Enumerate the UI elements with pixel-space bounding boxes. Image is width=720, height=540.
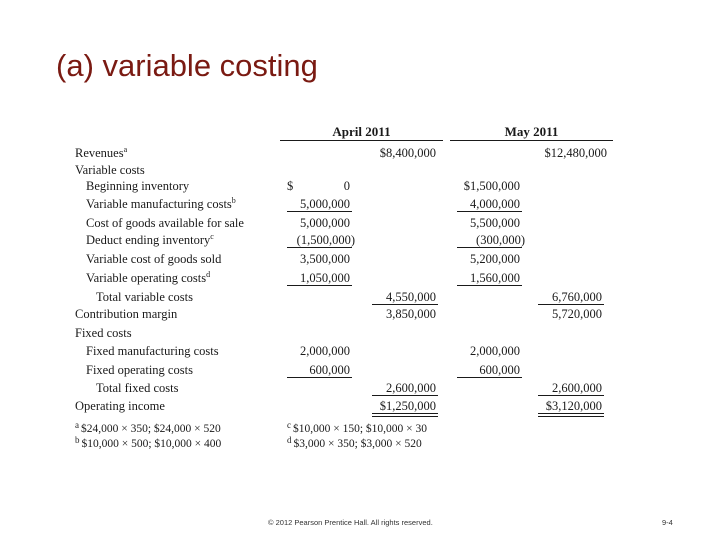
- contribution-margin-may: 5,720,000: [552, 307, 602, 321]
- variable-operating-may: 1,560,000: [470, 271, 520, 285]
- variable-manufacturing-may: 4,000,000: [470, 197, 520, 211]
- ending-inventory-april: (1,500,000): [296, 233, 355, 247]
- variable-cogs-april: 3,500,000: [300, 252, 350, 266]
- operating-income-may: $3,120,000: [545, 399, 602, 413]
- underline-may-2: [457, 247, 522, 248]
- column-header-april: April 2011: [332, 124, 391, 139]
- row-label-revenues: Revenues$^a$: [75, 145, 128, 160]
- row-label-variable-cogs: Variable cost of goods sold: [86, 252, 222, 266]
- row-label-variable-manufacturing: Variable manufacturing costs$^b$: [86, 196, 236, 211]
- footnote-a: $^a$ $24,000 × 350; $24,000 × 520: [75, 420, 221, 435]
- total-variable-may: 6,760,000: [552, 290, 602, 304]
- variable-operating-april: 1,050,000: [300, 271, 350, 285]
- operating-income-april: $1,250,000: [379, 399, 436, 413]
- header-rule-april: [280, 140, 443, 141]
- row-label-beginning-inventory: Beginning inventory: [86, 179, 190, 193]
- row-label-contribution-margin: Contribution margin: [75, 307, 178, 321]
- fixed-operating-april: 600,000: [309, 363, 350, 377]
- underline-may-5: [457, 377, 522, 378]
- underline-april-1: [287, 211, 352, 212]
- cogs-available-may: 5,500,000: [470, 216, 520, 230]
- underline-may-1: [457, 211, 522, 212]
- page-number: 9-4: [662, 518, 673, 527]
- fixed-manufacturing-may: 2,000,000: [470, 344, 520, 358]
- underline-april-3: [287, 285, 352, 286]
- fixed-manufacturing-april: 2,000,000: [300, 344, 350, 358]
- total-fixed-may: 2,600,000: [552, 381, 602, 395]
- total-variable-april: 4,550,000: [386, 290, 436, 304]
- row-label-total-variable: Total variable costs: [96, 290, 194, 304]
- underline-may-6: [538, 395, 604, 396]
- beginning-inventory-april-sign: $: [287, 179, 294, 193]
- copyright-notice: © 2012 Pearson Prentice Hall. All rights reserved.: [268, 518, 433, 527]
- underline-april-2: [287, 247, 352, 248]
- underline-april-6: [372, 395, 438, 396]
- beginning-inventory-april: 0: [343, 179, 350, 193]
- double-underline-may-bottom: [538, 416, 604, 417]
- row-label-fixed-manufacturing: Fixed manufacturing costs: [86, 344, 219, 358]
- underline-april-4: [372, 304, 438, 305]
- row-label-ending-inventory: Deduct ending inventory$^c$: [86, 232, 214, 247]
- column-header-may: May 2011: [504, 124, 559, 139]
- row-label-cogs-available: Cost of goods available for sale: [86, 216, 244, 230]
- row-label-variable-operating: Variable operating costs$^d$: [86, 270, 211, 285]
- double-underline-april-bottom: [372, 416, 438, 417]
- underline-may-3: [457, 285, 522, 286]
- double-underline-may-top: [538, 413, 604, 414]
- row-label-operating-income: Operating income: [75, 399, 165, 413]
- beginning-inventory-may: $1,500,000: [463, 179, 520, 193]
- section-variable-costs: Variable costs: [75, 163, 145, 177]
- contribution-margin-april: 3,850,000: [386, 307, 436, 321]
- underline-may-4: [538, 304, 604, 305]
- row-label-total-fixed: Total fixed costs: [96, 381, 179, 395]
- variable-cogs-may: 5,200,000: [470, 252, 520, 266]
- footnote-c: $^c$ $10,000 × 150; $10,000 × 30: [287, 420, 428, 435]
- section-fixed-costs: Fixed costs: [75, 326, 132, 340]
- variable-manufacturing-april: 5,000,000: [300, 197, 350, 211]
- footnote-d: $^d$ $3,000 × 350; $3,000 × 520: [287, 435, 422, 450]
- row-label-fixed-operating: Fixed operating costs: [86, 363, 193, 377]
- footnote-b: $^b$ $10,000 × 500; $10,000 × 400: [75, 435, 222, 450]
- header-rule-may: [450, 140, 613, 141]
- fixed-operating-may: 600,000: [479, 363, 520, 377]
- underline-april-5: [287, 377, 352, 378]
- total-fixed-april: 2,600,000: [386, 381, 436, 395]
- revenues-april: $8,400,000: [379, 146, 436, 160]
- double-underline-april-top: [372, 413, 438, 414]
- ending-inventory-may: (300,000): [476, 233, 525, 247]
- revenues-may: $12,480,000: [544, 146, 607, 160]
- slide-title: (a) variable costing: [56, 48, 318, 83]
- cogs-available-april: 5,000,000: [300, 216, 350, 230]
